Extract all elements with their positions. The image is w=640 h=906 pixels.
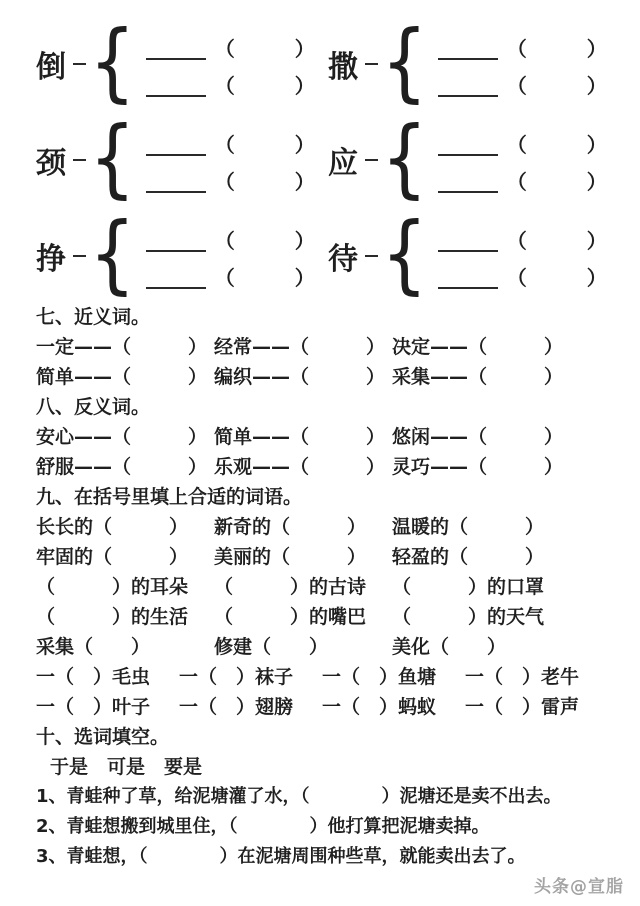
word-row [36, 542, 622, 572]
paren-blank: （ ） [506, 73, 607, 98]
section-title: 九、在括号里填上合适的词语。 [36, 486, 303, 508]
word-cell: 美丽的（ ） [214, 546, 367, 568]
polyphonic-unit [328, 204, 620, 304]
blank-row [438, 167, 607, 193]
section-9-fill-words [36, 482, 622, 722]
section-8-antonyms [36, 392, 622, 482]
polyphonic-char: 颈 [36, 146, 66, 181]
word-cell: 乐观——（ ） [214, 456, 386, 478]
polyphonic-char: 撒 [328, 50, 358, 85]
polyphonic-unit [328, 108, 620, 208]
word-cell: 舒服——（ ） [36, 456, 208, 478]
answer-line [438, 130, 498, 156]
word-cell: 经常——（ ） [214, 336, 386, 358]
answer-line [146, 263, 206, 289]
polyphonic-char: 倒 [36, 50, 66, 85]
section-10-choose-word [36, 722, 622, 872]
blank-group [146, 130, 315, 193]
paren-blank: （ ） [506, 228, 607, 253]
word-cell: 牢固的（ ） [36, 546, 189, 568]
word-row [36, 572, 622, 602]
answer-line [146, 167, 206, 193]
blank-row [438, 226, 607, 252]
section-title: 七、近义词。 [36, 306, 151, 328]
brace-icon: { [89, 204, 136, 304]
blank-row [146, 71, 315, 97]
sentence-3: 3、青蛙想，（ ）在泥塘周围种些草，就能卖出去了。 [36, 846, 526, 867]
paren-blank: （ ） [214, 132, 315, 157]
word-cell: 轻盈的（ ） [392, 546, 545, 568]
word-cell: 悠闲——（ ） [392, 426, 564, 448]
paren-blank: （ ） [214, 169, 315, 194]
polyphonic-unit [36, 204, 328, 304]
word-cell: 一（ ）鱼塘 [322, 666, 437, 688]
word-cell: （ ）的生活 [36, 606, 189, 628]
paren-blank: （ ） [506, 36, 607, 61]
blank-row [146, 263, 315, 289]
word-cell: 新奇的（ ） [214, 516, 367, 538]
word-cell: 安心——（ ） [36, 426, 208, 448]
word-cell: 决定——（ ） [392, 336, 564, 358]
sentence-1: 1、青蛙种了草，给泥塘灌了水，（ ）泥塘还是卖不出去。 [36, 786, 562, 807]
word-cell: 一（ ）老牛 [465, 666, 580, 688]
word-cell: 一（ ）翅膀 [179, 696, 294, 718]
word-row [36, 512, 622, 542]
word-cell: 采集（ ） [36, 636, 151, 658]
paren-blank: （ ） [214, 73, 315, 98]
blank-row [438, 263, 607, 289]
answer-line [438, 226, 498, 252]
word-cell: 采集——（ ） [392, 366, 564, 388]
section-7-synonyms [36, 302, 622, 392]
word-cell: 简单——（ ） [214, 426, 386, 448]
word-cell: 一（ ）袜子 [179, 666, 294, 688]
blank-group [438, 226, 607, 289]
blank-row [146, 167, 315, 193]
polyphonic-unit [36, 108, 328, 208]
paren-blank: （ ） [506, 132, 607, 157]
polyphonic-section [0, 0, 640, 304]
brace-icon: { [89, 108, 136, 208]
word-cell: 长长的（ ） [36, 516, 189, 538]
brace-tick [365, 255, 378, 257]
word-row [36, 692, 622, 722]
word-cell: 一（ ）毛虫 [36, 666, 151, 688]
answer-line [146, 34, 206, 60]
sentence-2: 2、青蛙想搬到城里住，（ ）他打算把泥塘卖掉。 [36, 816, 490, 837]
answer-line [146, 226, 206, 252]
answer-line [146, 71, 206, 97]
brace-tick [73, 159, 86, 161]
blank-group [146, 226, 315, 289]
word-cell: 一定——（ ） [36, 336, 208, 358]
word-cell: 一（ ）蚂蚁 [322, 696, 437, 718]
word-cell: （ ）的天气 [392, 606, 545, 628]
answer-line [438, 167, 498, 193]
word-row [36, 632, 622, 662]
word-row [36, 332, 622, 362]
word-cell: （ ）的耳朵 [36, 576, 189, 598]
blank-row [438, 71, 607, 97]
brace-tick [365, 63, 378, 65]
answer-line [438, 263, 498, 289]
word-cell: 灵巧——（ ） [392, 456, 564, 478]
paren-blank: （ ） [506, 265, 607, 290]
answer-line [438, 34, 498, 60]
word-row [36, 452, 622, 482]
polyphonic-unit [328, 12, 620, 112]
blank-group [438, 130, 607, 193]
brace-icon: { [89, 12, 136, 112]
answer-line [438, 71, 498, 97]
paren-blank: （ ） [214, 265, 315, 290]
word-cell: 美化（ ） [392, 636, 507, 658]
word-row [36, 662, 622, 692]
word-cell: 温暖的（ ） [392, 516, 545, 538]
brace-icon: { [381, 108, 428, 208]
word-cell: 一（ ）雷声 [465, 696, 580, 718]
word-row [36, 362, 622, 392]
brace-tick [365, 159, 378, 161]
blank-group [438, 34, 607, 97]
polyphonic-char: 应 [328, 146, 358, 181]
blank-group [146, 34, 315, 97]
word-cell: （ ）的口罩 [392, 576, 545, 598]
word-cell: （ ）的古诗 [214, 576, 367, 598]
word-row [36, 602, 622, 632]
word-cell: 一（ ）叶子 [36, 696, 151, 718]
brace-icon: { [381, 204, 428, 304]
polyphonic-char: 待 [328, 242, 358, 277]
polyphonic-unit [36, 12, 328, 112]
word-cell: 编织——（ ） [214, 366, 386, 388]
polyphonic-char: 挣 [36, 242, 66, 277]
paren-blank: （ ） [214, 228, 315, 253]
blank-row [146, 226, 315, 252]
word-cell: 修建（ ） [214, 636, 329, 658]
text-sections [0, 296, 640, 872]
brace-tick [73, 63, 86, 65]
word-options: 于是 可是 要是 [50, 756, 203, 778]
answer-line [146, 130, 206, 156]
blank-row [438, 34, 607, 60]
blank-row [146, 130, 315, 156]
paren-blank: （ ） [506, 169, 607, 194]
section-title: 十、选词填空。 [36, 726, 170, 748]
brace-tick [73, 255, 86, 257]
word-cell: （ ）的嘴巴 [214, 606, 367, 628]
brace-icon: { [381, 12, 428, 112]
toutiao-watermark: 头条@宣脂 [534, 877, 624, 897]
paren-blank: （ ） [214, 36, 315, 61]
section-title: 八、反义词。 [36, 396, 151, 418]
blank-row [438, 130, 607, 156]
word-cell: 简单——（ ） [36, 366, 208, 388]
blank-row [146, 34, 315, 60]
word-row [36, 422, 622, 452]
